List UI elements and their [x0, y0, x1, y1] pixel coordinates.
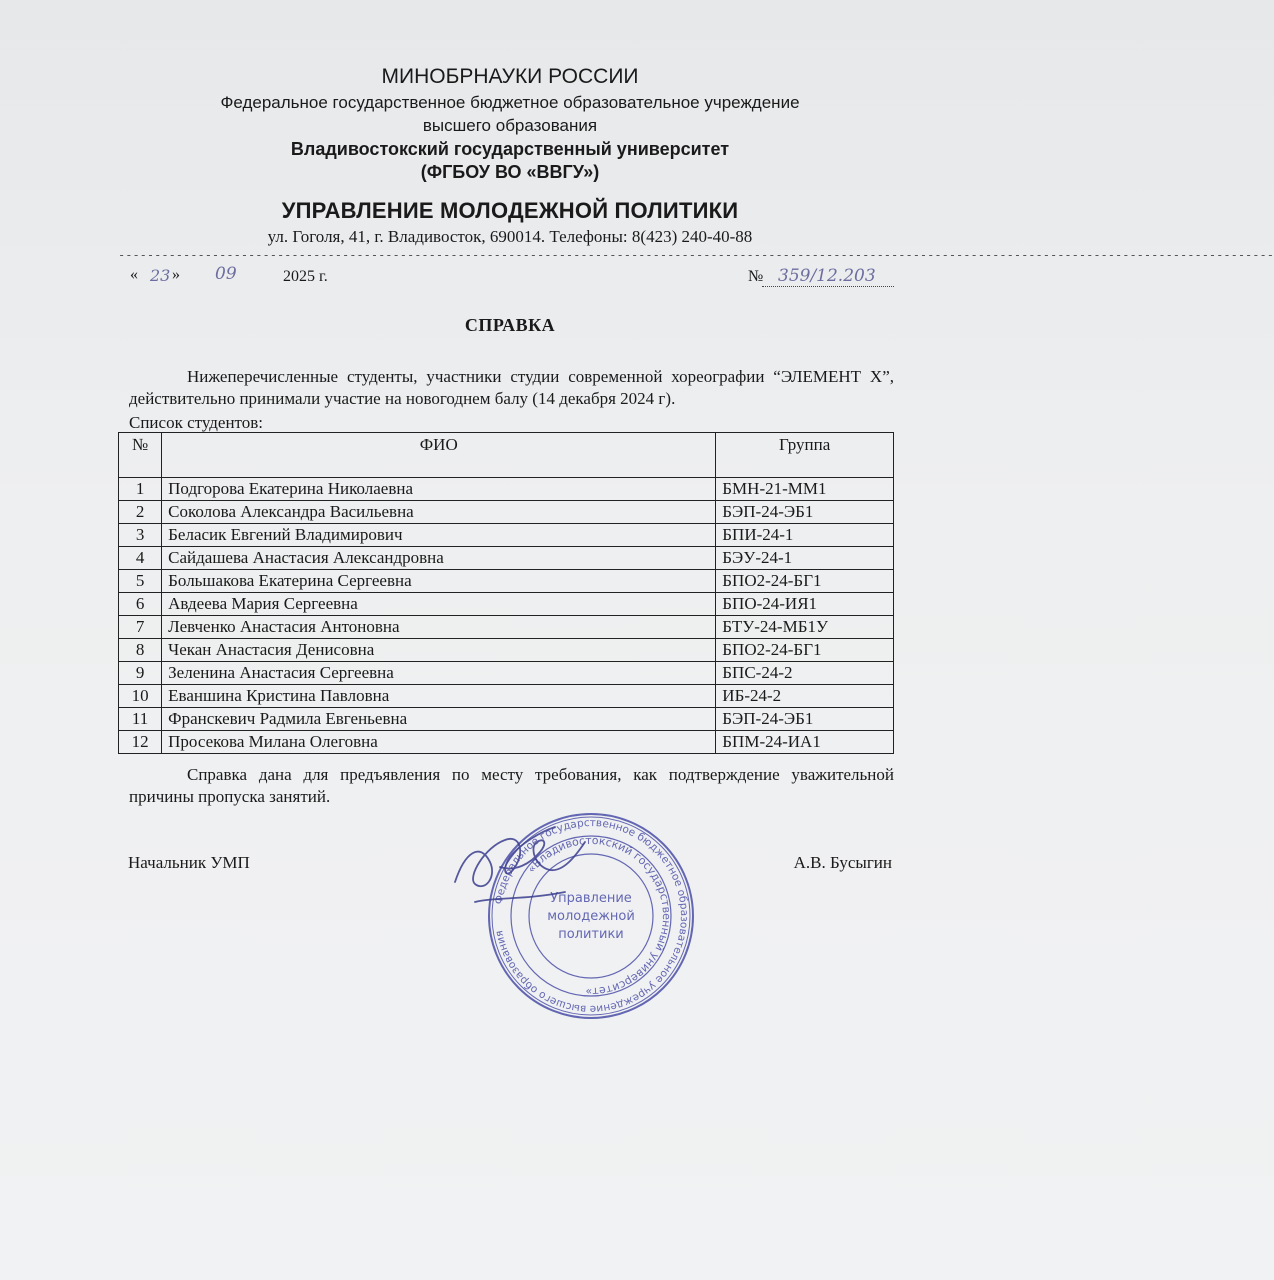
row-group: БЭУ-24-1 [716, 547, 894, 570]
stamp-center-line-2: молодежной [547, 909, 635, 924]
table-row [119, 708, 894, 731]
stamp-center-line-1: Управление [550, 891, 632, 906]
document-title: СПРАВКА [464, 315, 556, 335]
row-fio: Сайдашева Анастасия Александровна [162, 547, 716, 570]
header-group: Группа [716, 433, 894, 478]
table-row [119, 685, 894, 708]
university-name: Владивостокский государственный университет [290, 139, 730, 159]
row-group: ИБ-24-2 [716, 685, 894, 708]
table-row [119, 501, 894, 524]
row-group: БПИ-24-1 [716, 524, 894, 547]
ministry: МИНОБРНАУКИ РОССИИ [381, 65, 639, 88]
row-group: БЭП-24-ЭБ1 [716, 501, 894, 524]
row-num: 12 [119, 731, 162, 754]
list-label: Список студентов: [129, 413, 264, 432]
table-row [119, 524, 894, 547]
table-row [119, 662, 894, 685]
date-open-quote: « [130, 266, 138, 283]
row-group: БМН-21-ММ1 [716, 478, 894, 501]
date-close-quote: » [172, 266, 180, 283]
row-group: БПС-24-2 [716, 662, 894, 685]
table-row [119, 731, 894, 754]
row-fio: Подгорова Екатерина Николаевна [162, 478, 716, 501]
institution-line-2: высшего образования [422, 116, 598, 135]
stamp-outer-text: Федеральное государственное бюджетное образовательное учреждение высшего образования [492, 816, 691, 1016]
date-month: 09 [215, 264, 237, 284]
row-fio: Зеленина Анастасия Сергеевна [162, 662, 716, 685]
university-abbreviation: (ФГБОУ ВО «ВВГУ») [420, 162, 600, 182]
row-num: 9 [119, 662, 162, 685]
row-num: 11 [119, 708, 162, 731]
row-fio: Просекова Милана Олеговна [162, 731, 716, 754]
table-row [119, 639, 894, 662]
row-num: 2 [119, 501, 162, 524]
row-group: БПО2-24-БГ1 [716, 639, 894, 662]
handwritten-signature [445, 812, 595, 922]
row-fio: Беласик Евгений Владимирович [162, 524, 716, 547]
row-num: 5 [119, 570, 162, 593]
table-row [119, 593, 894, 616]
document-number-dots [762, 286, 894, 287]
table-row [119, 547, 894, 570]
address: ул. Гоголя, 41, г. Владивосток, 690014. Телефоны: 8(423) 240-40-88 [267, 227, 753, 246]
table-row [119, 616, 894, 639]
row-group: БПМ-24-ИА1 [716, 731, 894, 754]
row-num: 3 [119, 524, 162, 547]
header-num: № [119, 433, 162, 478]
separator-dashes: ---------------------------------------------------------------------------------------------------------------------------------------------------------------- [118, 248, 1274, 262]
closing-paragraph: Справка дана для предъявления по месту требования, как подтверждение уважительной причины пропуска занятий. [129, 765, 894, 806]
row-fio: Чекан Анастасия Денисовна [162, 639, 716, 662]
stamp-center-line-3: политики [558, 927, 624, 942]
signer-position: Начальник УМП [128, 853, 250, 872]
stamp-inner-text: «Владивостокский государственный университет» [524, 833, 674, 999]
header-fio: ФИО [162, 433, 716, 478]
row-num: 10 [119, 685, 162, 708]
row-num: 8 [119, 639, 162, 662]
row-num: 4 [119, 547, 162, 570]
row-fio: Соколова Александра Васильевна [162, 501, 716, 524]
document-number-value: 359/12.203 [778, 266, 876, 286]
row-group: БЭП-24-ЭБ1 [716, 708, 894, 731]
row-group: БПО-24-ИЯ1 [716, 593, 894, 616]
row-group: БПО2-24-БГ1 [716, 570, 894, 593]
document-number-label: № [748, 268, 764, 285]
row-fio: Большакова Екатерина Сергеевна [162, 570, 716, 593]
table-row [119, 570, 894, 593]
table-row [119, 478, 894, 501]
table-header-row [119, 433, 894, 478]
intro-paragraph: Нижеперечисленные студенты, участники студии современной хореографии “ЭЛЕМЕНТ X”, действительно принимали участие на новогоднем балу (14 декабря 2024 г). [129, 367, 894, 408]
row-fio: Авдеева Мария Сергеевна [162, 593, 716, 616]
students-table [118, 432, 894, 754]
row-fio: Левченко Анастасия Антоновна [162, 616, 716, 639]
department-name: УПРАВЛЕНИЕ МОЛОДЕЖНОЙ ПОЛИТИКИ [281, 198, 739, 223]
date-day: 23 [150, 266, 171, 285]
row-fio: Франскевич Радмила Евгеньевна [162, 708, 716, 731]
row-num: 1 [119, 478, 162, 501]
row-fio: Еваншина Кристина Павловна [162, 685, 716, 708]
row-num: 6 [119, 593, 162, 616]
row-num: 7 [119, 616, 162, 639]
institution-line-1: Федеральное государственное бюджетное образовательное учреждение [220, 93, 800, 112]
date-year: 2025 г. [283, 268, 328, 285]
row-group: БТУ-24-МБ1У [716, 616, 894, 639]
signer-name: А.В. Бусыгин [793, 853, 892, 872]
